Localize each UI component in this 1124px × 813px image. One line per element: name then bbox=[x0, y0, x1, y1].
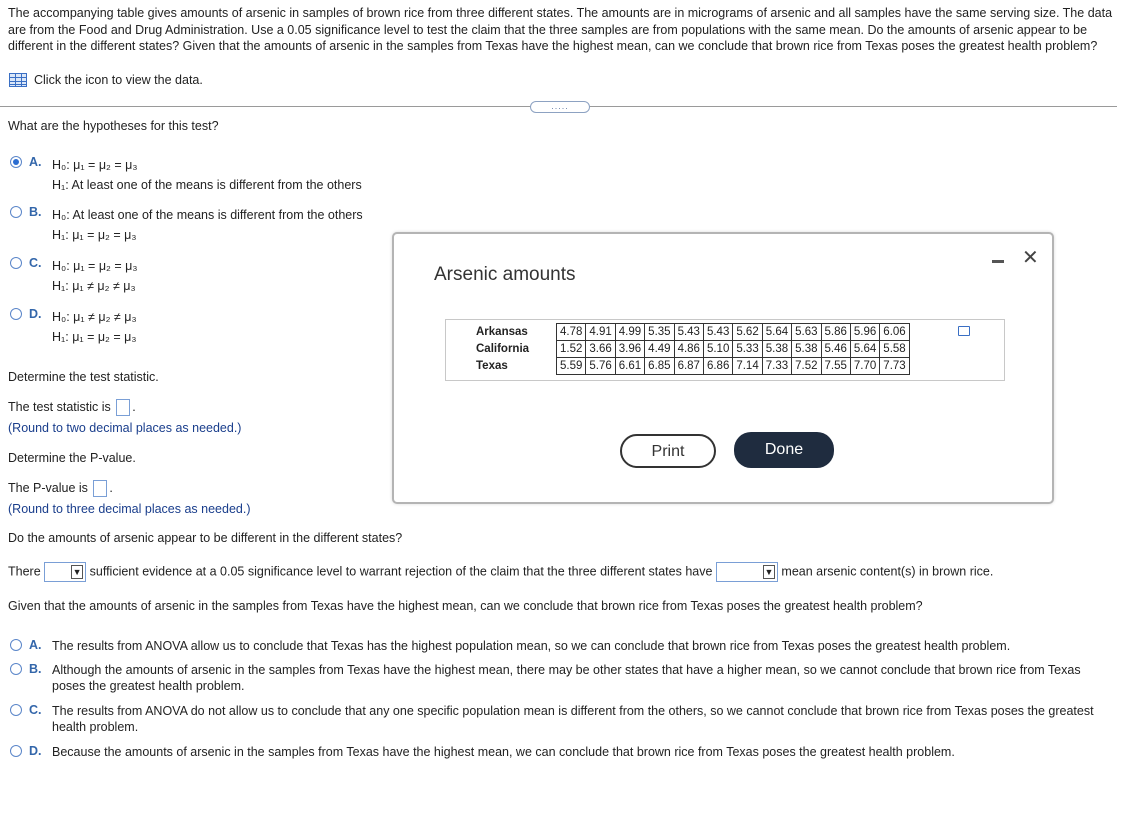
dropdown-arrow-icon[interactable]: ▼ bbox=[72, 567, 82, 577]
table-cell: 6.87 bbox=[674, 358, 703, 375]
table-cell: 5.62 bbox=[733, 324, 762, 341]
data-table-container bbox=[445, 319, 1005, 381]
arsenic-table bbox=[476, 323, 910, 375]
texas-option-d[interactable] bbox=[10, 744, 1100, 760]
table-cell: 7.70 bbox=[850, 358, 879, 375]
texas-question: Given that the amounts of arsenic in the samples from Texas have the highest mean, can we conclude that brown rice from Texas poses the greatest health problem? bbox=[8, 599, 923, 613]
option-letter: C. bbox=[29, 256, 42, 270]
option-h0: H₀: μ₁ = μ₂ = μ₃ bbox=[52, 158, 138, 172]
conclusion-suffix: mean arsenic content(s) in brown rice. bbox=[781, 564, 994, 579]
table-cell: 5.46 bbox=[821, 341, 850, 358]
option-h1: H₁: At least one of the means is different from the others bbox=[52, 178, 362, 192]
modal-title: Arsenic amounts bbox=[434, 264, 576, 285]
option-letter: C. bbox=[29, 703, 42, 717]
radio-button[interactable] bbox=[10, 156, 22, 168]
option-letter: D. bbox=[29, 307, 42, 321]
conclusion-question: Do the amounts of arsenic appear to be different in the different states? bbox=[8, 531, 403, 545]
hypothesis-option-c[interactable] bbox=[10, 256, 137, 296]
radio-button[interactable] bbox=[10, 704, 22, 716]
divider-handle[interactable]: ..... bbox=[530, 101, 590, 113]
done-button[interactable]: Done bbox=[734, 432, 834, 468]
table-cell: 5.96 bbox=[850, 324, 879, 341]
view-data-label: Click the icon to view the data. bbox=[34, 73, 203, 87]
conclusion-middle: sufficient evidence at a 0.05 significance level to warrant rejection of the claim that the three different states have bbox=[89, 564, 713, 579]
table-cell: 4.91 bbox=[586, 324, 615, 341]
texas-option-b[interactable] bbox=[10, 662, 1100, 694]
minimize-icon[interactable] bbox=[992, 260, 1004, 263]
option-text: Because the amounts of arsenic in the samples from Texas have the highest mean, we can conclude that brown rice from Texas poses the greatest health problem. bbox=[52, 745, 955, 759]
table-cell: 5.64 bbox=[850, 341, 879, 358]
p-value-heading: Determine the P-value. bbox=[8, 451, 136, 465]
table-cell: 7.33 bbox=[762, 358, 791, 375]
texas-option-c[interactable] bbox=[10, 703, 1100, 735]
option-h1: H₁: μ₁ = μ₂ = μ₃ bbox=[52, 228, 137, 242]
close-icon[interactable]: ✕ bbox=[1022, 247, 1039, 269]
dropdown-arrow-icon[interactable]: ▼ bbox=[764, 567, 774, 577]
table-cell: 5.38 bbox=[792, 341, 821, 358]
option-letter: A. bbox=[29, 638, 42, 652]
table-cell: 7.14 bbox=[733, 358, 762, 375]
test-statistic-hint: (Round to two decimal places as needed.) bbox=[8, 421, 242, 435]
option-h1: H₁: μ₁ = μ₂ = μ₃ bbox=[52, 330, 137, 344]
option-text: The results from ANOVA allow us to conclude that Texas has the highest population mean, so we can conclude that brown rice from Texas poses the greatest health problem. bbox=[52, 639, 1011, 653]
row-label: California bbox=[476, 343, 530, 355]
table-cell: 5.43 bbox=[674, 324, 703, 341]
hypothesis-option-d[interactable] bbox=[10, 307, 137, 347]
mean-select[interactable] bbox=[716, 562, 778, 582]
row-label: Arkansas bbox=[476, 326, 528, 338]
radio-button[interactable] bbox=[10, 308, 22, 320]
table-cell: 7.55 bbox=[821, 358, 850, 375]
p-value-line: The P-value is . bbox=[8, 480, 113, 497]
table-cell: 6.86 bbox=[703, 358, 732, 375]
table-cell: 5.86 bbox=[821, 324, 850, 341]
table-cell: 4.99 bbox=[615, 324, 644, 341]
p-value-label: The P-value is bbox=[8, 480, 88, 495]
table-cell: 4.78 bbox=[557, 324, 586, 341]
hypotheses-question: What are the hypotheses for this test? bbox=[8, 119, 219, 133]
option-text: Although the amounts of arsenic in the samples from Texas have the highest mean, there may be other states that have a higher mean, so we cannot conclude that brown rice from Texas poses the greatest health problem. bbox=[52, 663, 1081, 693]
option-letter: A. bbox=[29, 155, 42, 169]
hypothesis-option-a[interactable] bbox=[10, 155, 362, 195]
table-cell: 1.52 bbox=[557, 341, 586, 358]
option-h1: H₁: μ₁ ≠ μ₂ ≠ μ₃ bbox=[52, 279, 136, 293]
table-cell: 5.58 bbox=[880, 341, 909, 358]
option-letter: D. bbox=[29, 744, 42, 758]
table-cell: 6.06 bbox=[880, 324, 909, 341]
test-statistic-heading: Determine the test statistic. bbox=[8, 370, 159, 384]
texas-option-a[interactable] bbox=[10, 638, 1100, 654]
table-cell: 7.73 bbox=[880, 358, 909, 375]
option-letter: B. bbox=[29, 205, 42, 219]
test-statistic-line: The test statistic is . bbox=[8, 399, 136, 416]
table-row bbox=[476, 341, 909, 358]
copy-icon[interactable] bbox=[958, 326, 970, 336]
table-cell: 6.85 bbox=[645, 358, 674, 375]
table-cell: 5.10 bbox=[703, 341, 732, 358]
table-cell: 5.35 bbox=[645, 324, 674, 341]
radio-button[interactable] bbox=[10, 206, 22, 218]
option-letter: B. bbox=[29, 662, 42, 676]
p-value-hint: (Round to three decimal places as needed.) bbox=[8, 502, 251, 516]
table-cell: 4.86 bbox=[674, 341, 703, 358]
problem-statement: The accompanying table gives amounts of arsenic in samples of brown rice from three different states. The amounts are in micrograms of arsenic and all samples have the same serving size. The data are from the Food and Drug Administration. Use a 0.05 significance level to test the claim that the three samples are from populations with the same mean. Do the amounts of arsenic appear to be different in the different states? Given that the amounts of arsenic in the samples from Texas have the highest mean, can we conclude that brown rice from Texas poses the greatest health problem? bbox=[8, 6, 1113, 53]
table-cell: 5.64 bbox=[762, 324, 791, 341]
table-cell: 3.96 bbox=[615, 341, 644, 358]
test-statistic-label: The test statistic is bbox=[8, 399, 111, 414]
table-cell: 5.38 bbox=[762, 341, 791, 358]
table-icon[interactable] bbox=[9, 73, 27, 87]
test-statistic-input[interactable] bbox=[116, 399, 130, 416]
option-h0: H₀: μ₁ = μ₂ = μ₃ bbox=[52, 259, 138, 273]
option-text: The results from ANOVA do not allow us to conclude that any one specific population mean is different from the others, so we cannot conclude that brown rice from Texas poses the greatest health problem. bbox=[52, 704, 1094, 734]
table-cell: 5.43 bbox=[703, 324, 732, 341]
option-h0: H₀: At least one of the means is different from the others bbox=[52, 208, 363, 222]
table-cell: 5.33 bbox=[733, 341, 762, 358]
table-cell: 7.52 bbox=[792, 358, 821, 375]
table-row bbox=[476, 358, 909, 375]
p-value-input[interactable] bbox=[93, 480, 107, 497]
radio-button[interactable] bbox=[10, 639, 22, 651]
radio-button[interactable] bbox=[10, 745, 22, 757]
radio-button[interactable] bbox=[10, 663, 22, 675]
table-cell: 6.61 bbox=[615, 358, 644, 375]
radio-button[interactable] bbox=[10, 257, 22, 269]
table-row bbox=[476, 324, 909, 341]
conclusion-sentence bbox=[8, 562, 993, 582]
conclusion-prefix: There bbox=[8, 564, 41, 579]
view-data-link[interactable] bbox=[9, 73, 203, 87]
row-label: Texas bbox=[476, 360, 508, 372]
evidence-select[interactable] bbox=[44, 562, 86, 582]
print-button[interactable]: Print bbox=[620, 434, 716, 468]
table-cell: 4.49 bbox=[645, 341, 674, 358]
table-cell: 3.66 bbox=[586, 341, 615, 358]
hypothesis-option-b[interactable] bbox=[10, 205, 363, 245]
option-h0: H₀: μ₁ ≠ μ₂ ≠ μ₃ bbox=[52, 310, 137, 324]
table-cell: 5.76 bbox=[586, 358, 615, 375]
table-cell: 5.59 bbox=[557, 358, 586, 375]
table-cell: 5.63 bbox=[792, 324, 821, 341]
data-modal bbox=[392, 232, 1054, 504]
